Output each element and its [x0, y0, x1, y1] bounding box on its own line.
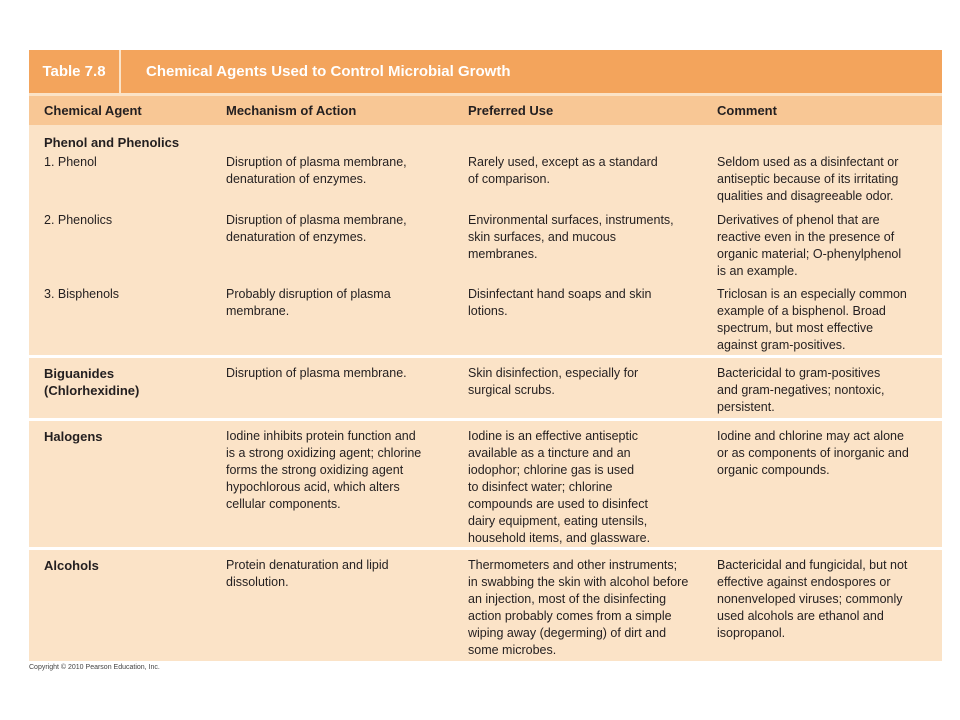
row-divider — [29, 418, 942, 421]
cell-agent: 2. Phenolics — [44, 213, 113, 227]
cell-use: Iodine is an effective antiseptic available as a tincture and an iodophor; chlorine gas is used to disinfect water; chlorine compounds are used to disinfect dairy equipment, eating utensils, household items, and glassware. — [468, 429, 651, 545]
cell-mechanism: Protein denaturation and lipid dissolution. — [226, 558, 389, 589]
cell-comment: Derivatives of phenol that are reactive even in the presence of organic material; O-phenylphenol is an example. — [717, 213, 902, 278]
header-mechanism: Mechanism of Action — [226, 103, 357, 118]
cell-agent: Biguanides (Chlorhexidine) — [44, 366, 140, 398]
cell-use: Disinfectant hand soaps and skin lotions. — [468, 287, 652, 318]
cell-agent: 3. Bisphenols — [44, 287, 120, 301]
cell-agent: Halogens — [44, 429, 103, 444]
cell-mechanism: Probably disruption of plasma membrane. — [226, 287, 391, 318]
cell-agent: Alcohols — [44, 558, 99, 573]
table-number: Table 7.8 — [29, 50, 121, 93]
table-title-bar — [29, 50, 942, 93]
copyright-notice: Copyright © 2010 Pearson Education, Inc. — [29, 664, 160, 671]
cell-comment: Triclosan is an especially common example of a bisphenol. Broad spectrum, but most effective against gram-positives. — [717, 287, 907, 352]
header-preferred-use: Preferred Use — [468, 103, 554, 118]
row-divider — [29, 355, 942, 358]
cell-mechanism: Iodine inhibits protein function and is a strong oxidizing agent; chlorine forms the strong oxidizing agent hypochlorous acid, which alters cellular components. — [226, 429, 422, 511]
cell-use: Thermometers and other instruments; in swabbing the skin with alcohol before an injection, most of the disinfecting action probably comes from a simple wiping away (degerming) of dirt and some microbes. — [468, 558, 689, 657]
cell-use: Skin disinfection, especially for surgical scrubs. — [468, 366, 639, 397]
cell-comment: Iodine and chlorine may act alone or as components of inorganic and organic compounds. — [717, 429, 909, 477]
table-header-row — [29, 96, 942, 125]
cell-use: Rarely used, except as a standard of comparison. — [468, 155, 658, 186]
cell-agent: 1. Phenol — [44, 155, 97, 169]
group-title-phenol: Phenol and Phenolics — [44, 135, 180, 150]
row-divider — [29, 547, 942, 550]
cell-mechanism: Disruption of plasma membrane, denaturation of enzymes. — [226, 213, 407, 244]
header-comment: Comment — [717, 103, 777, 118]
header-chemical-agent: Chemical Agent — [44, 103, 142, 118]
cell-comment: Seldom used as a disinfectant or antiseptic because of its irritating qualities and disagreeable odor. — [717, 155, 899, 203]
table-title: Chemical Agents Used to Control Microbial Growth — [146, 63, 511, 80]
cell-comment: Bactericidal to gram-positives and gram-negatives; nontoxic, persistent. — [717, 366, 885, 414]
cell-use: Environmental surfaces, instruments, skin surfaces, and mucous membranes. — [468, 213, 674, 261]
cell-comment: Bactericidal and fungicidal, but not effective against endospores or nonenveloped viruses; commonly used alcohols are ethanol and isopropanol. — [717, 558, 908, 640]
cell-mechanism: Disruption of plasma membrane. — [226, 366, 407, 380]
cell-mechanism: Disruption of plasma membrane, denaturation of enzymes. — [226, 155, 407, 186]
chemical-agents-table — [29, 50, 942, 661]
